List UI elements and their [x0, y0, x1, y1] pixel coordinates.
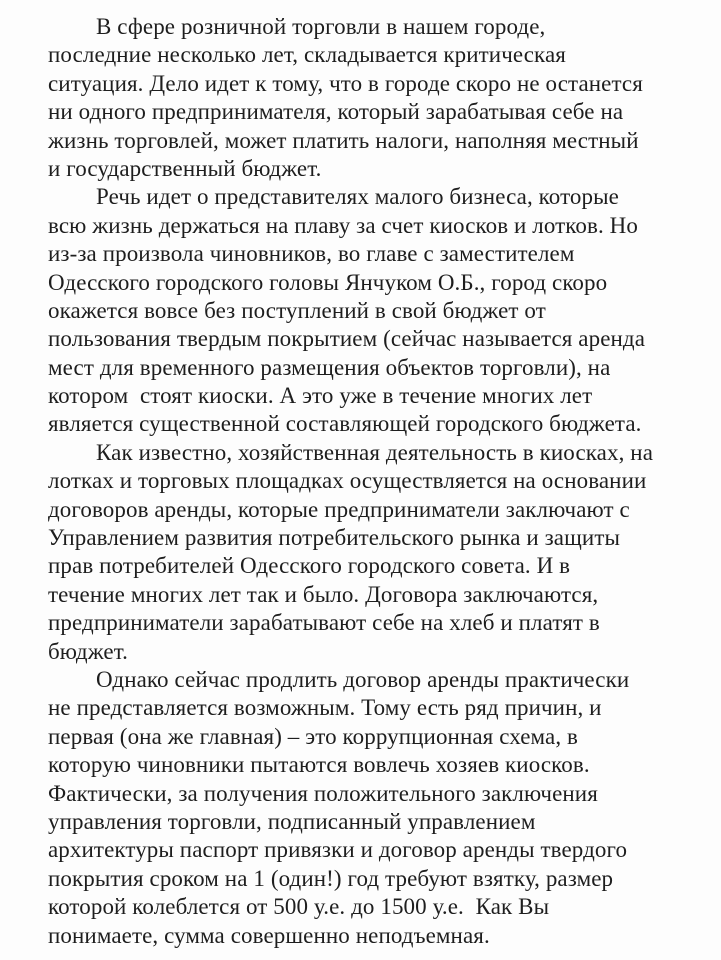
text-line: и государственный бюджет. — [48, 155, 322, 181]
text-line: пользования твердым покрытием (сейчас называется аренда — [48, 326, 646, 352]
document-text — [48, 13, 698, 950]
text-line: окажется вовсе без поступлений в свой бюджет от — [48, 297, 546, 323]
text-line: последние несколько лет, складывается критическая — [48, 42, 566, 68]
text-line: Речь идет о представителях малого бизнеса, которые — [96, 184, 619, 210]
text-line: лотках и торговых площадках осуществляется на основании — [48, 468, 647, 494]
text-line: договоров аренды, которые предприниматели заключают с — [48, 496, 630, 522]
text-line: архитектуры паспорт привязки и договор аренды твердого — [48, 837, 628, 863]
text-line: течение многих лет так и было. Договора заключаются, — [48, 581, 599, 607]
paragraph-3 — [48, 439, 698, 666]
text-line: бюджет. — [48, 638, 128, 664]
paragraph-1 — [48, 13, 698, 183]
text-line: ситуация. Дело идет к тому, что в городе скоро не останется — [48, 70, 643, 96]
text-line: первая (она же главная) – это коррупционная схема, в — [48, 723, 579, 749]
text-line: Однако сейчас продлить договор аренды практически — [96, 666, 630, 692]
text-line: управления торговли, подписанный управлением — [48, 808, 536, 834]
text-line: Как известно, хозяйственная деятельность в киосках, на — [96, 439, 654, 465]
text-line: ни одного предпринимателя, который зарабатывая себе на — [48, 99, 624, 125]
text-line: покрытия сроком на 1 (один!) год требуют взятку, размер — [48, 865, 614, 891]
text-line: предприниматели зарабатывают себе на хлеб и платят в — [48, 610, 600, 636]
text-line: мест для временного размещения объектов торговли), на — [48, 354, 611, 380]
text-line: является существенной составляющей городского бюджета. — [48, 411, 642, 437]
text-line: Фактически, за получения положительного заключения — [48, 780, 598, 806]
text-line: жизнь торговлей, может платить налоги, наполняя местный — [48, 127, 639, 153]
text-line: которую чиновники пытаются вовлечь хозяев киосков. — [48, 752, 590, 778]
text-line: прав потребителей Одесского городского совета. И в — [48, 553, 571, 579]
text-line: не представляется возможным. Тому есть ряд причин, и — [48, 695, 602, 721]
text-line: понимаете, сумма совершенно неподъемная. — [48, 922, 490, 948]
text-line: которой колеблется от 500 у.е. до 1500 у.е. Как Вы — [48, 894, 550, 920]
text-line: из-за произвола чиновников, во главе с заместителем — [48, 241, 575, 267]
text-line: Одесского городского головы Янчуком О.Б., город скоро — [48, 269, 608, 295]
text-line: В сфере розничной торговли в нашем городе, — [96, 14, 546, 39]
text-line: всю жизнь держаться на плаву за счет киосков и лотков. Но — [48, 212, 638, 238]
paragraph-2 — [48, 183, 698, 439]
paragraph-4 — [48, 666, 698, 950]
text-line: Управлением развития потребительского рынка и защиты — [48, 525, 621, 551]
text-line: котором стоят киоски. А это уже в течение многих лет — [48, 383, 593, 409]
